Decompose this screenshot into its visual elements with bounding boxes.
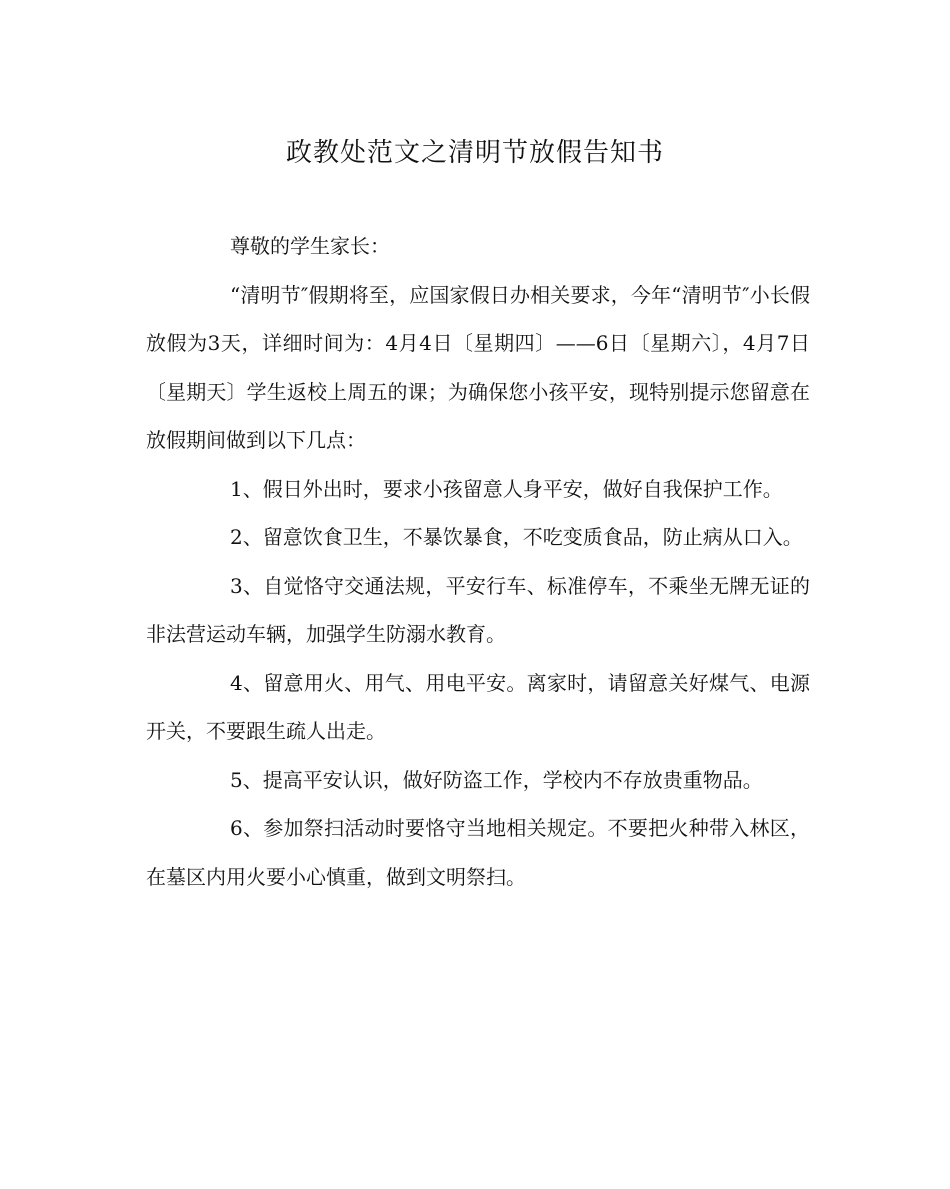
notice-item-6: 6、参加祭扫活动时要恪守当地相关规定。不要把火种带入林区，在墓区内用火要小心慎重，做到文明祭扫。 bbox=[146, 816, 810, 889]
notice-item-3: 3、自觉恪守交通法规，平安行车、标准停车，不乘坐无牌无证的非法营运动车辆，加强学生防溺水教育。 bbox=[146, 573, 810, 646]
greeting-paragraph: 尊敬的学生家长： bbox=[230, 234, 390, 258]
notice-item-5: 5、提高平安认识，做好防盗工作，学校内不存放贵重物品。 bbox=[230, 767, 763, 792]
document-title: 政教处范文之清明节放假告知书 bbox=[285, 138, 664, 168]
notice-item-4: 4、留意用火、用气、用电平安。离家时，请留意关好煤气、电源开关，不要跟生疏人出走。 bbox=[146, 670, 810, 743]
notice-item-2: 2、留意饮食卫生，不暴饮暴食，不吃变质食品，防止病从口入。 bbox=[230, 525, 803, 549]
document-body bbox=[146, 222, 810, 901]
intro-paragraph: “清明节″假期将至，应国家假日办相关要求，今年“清明节″小长假放假为3天，详细时间为：4月4日〔星期四〕——6日〔星期六〕，4月7日〔星期天〕学生返校上周五的课；为确保您小孩平安，现特别提示您留意在放假期间做到以下几点： bbox=[146, 282, 810, 452]
notice-item-1: 1、假日外出时，要求小孩留意人身平安，做好自我保护工作。 bbox=[230, 476, 783, 501]
